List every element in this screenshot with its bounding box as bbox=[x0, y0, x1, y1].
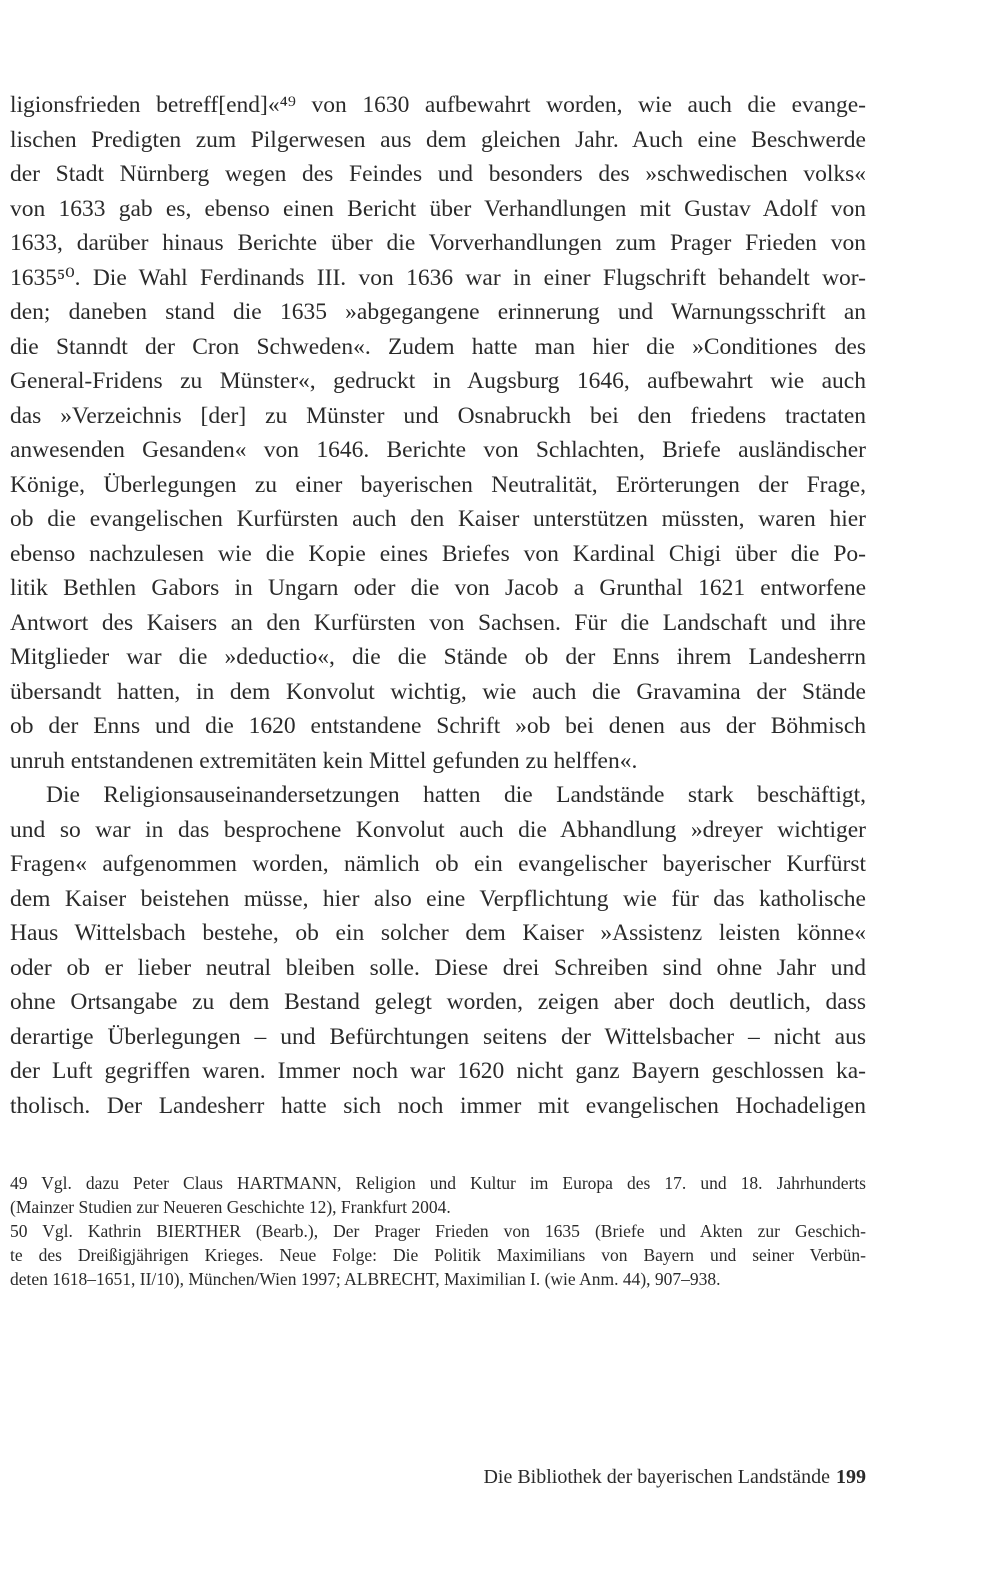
text-line: derartige Überlegungen – und Befürchtungen seitens der Wittelsbacher – nicht aus bbox=[10, 1023, 866, 1050]
footnotes bbox=[10, 1171, 866, 1291]
text-line: dem Kaiser beistehen müsse, hier also eine Verpflichtung wie für das katholische bbox=[10, 885, 866, 912]
text-line: der Stadt Nürnberg wegen des Feindes und besonders des »schwedischen volks« bbox=[10, 161, 866, 187]
text-line: ebenso nachzulesen wie die Kopie eines Briefes von Kardinal Chigi über die Po- bbox=[10, 540, 866, 567]
text-line: litik Bethlen Gabors in Ungarn oder die von Jacob a Grunthal 1621 entworfene bbox=[10, 575, 866, 601]
footnote-line: (Mainzer Studien zur Neueren Geschichte 12), Frankfurt 2004. bbox=[10, 1197, 451, 1217]
text-line: ligionsfrieden betreff[end]«⁴⁹ von 1630 aufbewahrt worden, wie auch die evange- bbox=[10, 92, 866, 118]
text-line: oder ob er lieber neutral bleiben solle. Diese drei Schreiben sind ohne Jahr und bbox=[10, 954, 866, 981]
text-line: General-Fridens zu Münster«, gedruckt in Augsburg 1646, aufbewahrt wie auch bbox=[10, 368, 866, 394]
main-text bbox=[10, 88, 866, 1123]
text-line: Mitglieder war die »deductio«, die die Stände ob der Enns ihrem Landesherrn bbox=[10, 644, 866, 670]
text-line: tholisch. Der Landesherr hatte sich noch immer mit evangelischen Hochadeligen bbox=[10, 1092, 866, 1119]
text-line: Haus Wittelsbach bestehe, ob ein solcher dem Kaiser »Assistenz leisten könne« bbox=[10, 920, 866, 946]
text-line: ob der Enns und die 1620 entstandene Schrift »ob bei denen aus der Böhmisch bbox=[10, 713, 866, 739]
text-line: ohne Ortsangabe zu dem Bestand gelegt worden, zeigen aber doch deutlich, dass bbox=[10, 989, 866, 1015]
text-line: unruh entstandenen extremitäten kein Mittel gefunden zu helffen«. bbox=[10, 747, 638, 774]
page-number: 199 bbox=[836, 1466, 866, 1488]
page-footer bbox=[483, 1466, 866, 1489]
text-line: Fragen« aufgenommen worden, nämlich ob ein evangelischer bayerischer Kurfürst bbox=[10, 851, 866, 877]
text-line: Die Religionsauseinandersetzungen hatten die Landstände stark beschäftigt, bbox=[46, 782, 866, 808]
text-line: das »Verzeichnis [der] zu Münster und Osnabruckh bei den friedens tractaten bbox=[10, 402, 866, 429]
footnote-line: te des Dreißigjährigen Krieges. Neue Folge: Die Politik Maximilians von Bayern und seiner Verbün- bbox=[10, 1245, 866, 1265]
footnote-line: 49 Vgl. dazu Peter Claus HARTMANN, Religion und Kultur im Europa des 17. und 18. Jahrhunderts bbox=[10, 1173, 866, 1193]
text-line: lischen Predigten zum Pilgerwesen aus dem gleichen Jahr. Auch eine Beschwerde bbox=[10, 126, 866, 153]
text-line: 1633, darüber hinaus Berichte über die Vorverhandlungen zum Prager Frieden von bbox=[10, 230, 866, 256]
text-line: anwesenden Gesanden« von 1646. Berichte von Schlachten, Briefe ausländischer bbox=[10, 437, 866, 463]
text-line: von 1633 gab es, ebenso einen Bericht über Verhandlungen mit Gustav Adolf von bbox=[10, 195, 866, 222]
text-line: den; daneben stand die 1635 »abgegangene erinnerung und Warnungsschrift an bbox=[10, 299, 866, 325]
text-line: 1635⁵⁰. Die Wahl Ferdinands III. von 1636 war in einer Flugschrift behandelt wor- bbox=[10, 264, 866, 291]
text-line: der Luft gegriffen waren. Immer noch war 1620 nicht ganz Bayern geschlossen ka- bbox=[10, 1058, 866, 1084]
footnote-line: deten 1618–1651, II/10), München/Wien 1997; ALBRECHT, Maximilian I. (wie Anm. 44), 907–938. bbox=[10, 1269, 721, 1289]
footnote-line: 50 Vgl. Kathrin BIERTHER (Bearb.), Der Prager Frieden von 1635 (Briefe und Akten zur Geschich- bbox=[10, 1221, 866, 1241]
text-line: und so war in das besprochene Konvolut auch die Abhandlung »dreyer wichtiger bbox=[10, 816, 866, 843]
text-line: ob die evangelischen Kurfürsten auch den Kaiser unterstützen müssten, waren hier bbox=[10, 506, 866, 532]
running-title: Die Bibliothek der bayerischen Landstände bbox=[483, 1466, 830, 1488]
text-line: Könige, Überlegungen zu einer bayerischen Neutralität, Erörterungen der Frage, bbox=[10, 471, 866, 498]
text-line: Antwort des Kaisers an den Kurfürsten von Sachsen. Für die Landschaft und ihre bbox=[10, 609, 866, 636]
text-line: übersandt hatten, in dem Konvolut wichtig, wie auch die Gravamina der Stände bbox=[10, 678, 866, 705]
text-line: die Stanndt der Cron Schweden«. Zudem hatte man hier die »Conditiones des bbox=[10, 333, 866, 360]
